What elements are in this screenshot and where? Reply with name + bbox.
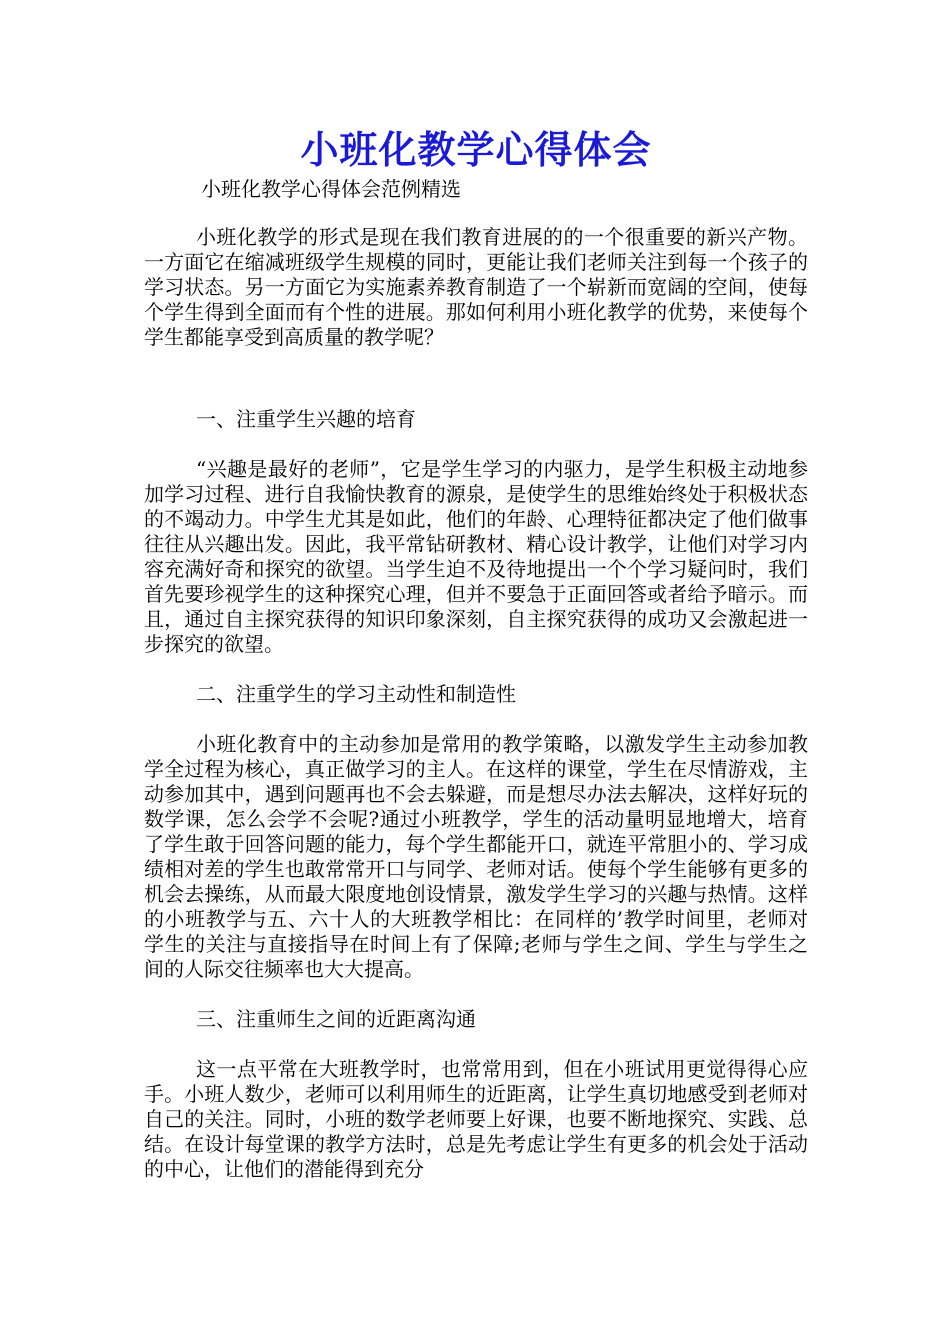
section-body-2: 小班化教育中的主动参加是常用的教学策略，以激发学生主动参加教学全过程为核心，真正做学习的主人。在这样的课堂，学生在尽情游戏，主动参加其中，遇到问题再也不会去躲避，而是想尽办法去解决，这样好玩的数学课，怎么会学不会呢?通过小班教学，学生的活动量明显地增大，培育了学生敢于回答问题的能力，每个学生都能开口，就连平常胆小的、学习成绩相对差的学生也敢常常开口与同学、老师对话。使每个学生能够有更多的机会去操练，从而最大限度地创设情景，激发学生学习的兴趣与热情。这样的小班教学与五、六十人的大班教学相比：在同样的’教学时间里，老师对学生的关注与直接指导在时间上有了保障;老师与学生之间、学生与学生之间的人际交往频率也大大提高。: [144, 732, 808, 981]
document-subtitle: 小班化教学心得体会范例精选: [201, 177, 461, 201]
document-page: [144, 124, 808, 1182]
intro-paragraph: 小班化教学的形式是现在我们教育进展的的一个很重要的新兴产物。一方面它在缩减班级学生规模的同时，更能让我们老师关注到每一个孩子的学习状态。另一方面它为实施素养教育制造了一个崭新而宽阔的空间，使每个学生得到全面而有个性的进展。那如何利用小班化教学的优势，来使每个学生都能享受到高质量的教学呢？: [144, 225, 808, 349]
spacer: [144, 1032, 808, 1057]
section-heading-2: 二、注重学生的学习主动性和制造性: [196, 682, 516, 706]
spacer: [144, 350, 808, 407]
spacer: [144, 202, 808, 225]
section-heading-3: 三、注重师生之间的近距离沟通: [196, 1007, 476, 1031]
spacer: [144, 657, 808, 682]
spacer: [144, 432, 808, 457]
document-title: 小班化教学心得体会: [300, 127, 652, 172]
spacer: [144, 982, 808, 1007]
spacer: [144, 707, 808, 732]
section-body-1: “兴趣是最好的老师”，它是学生学习的内驱力，是学生积极主动地参加学习过程、进行自我愉快教育的源泉，是使学生的思维始终处于积极状态的不竭动力。中学生尤其是如此，他们的年龄、心理特征都决定了他们做事往往从兴趣出发。因此，我平常钻研教材、精心设计教学，让他们对学习内容充满好奇和探究的欲望。当学生迫不及待地提出一个个学习疑问时，我们首先要珍视学生的这种探究心理，但并不要急于正面回答或者给予暗示。而且，通过自主探究获得的知识印象深刻，自主探究获得的成功又会激起进一步探究的欲望。: [144, 457, 808, 656]
section-body-3: 这一点平常在大班教学时，也常常用到，但在小班试用更觉得得心应手。小班人数少，老师可以利用师生的近距离，让学生真切地感受到老师对自己的关注。同时，小班的数学老师要上好课，也要不断地探究、实践、总结。在设计每堂课的教学方法时，总是先考虑让学生有更多的机会处于活动的中心，让他们的潜能得到充分: [144, 1057, 808, 1181]
section-heading-1: 一、注重学生兴趣的培育: [196, 407, 416, 431]
